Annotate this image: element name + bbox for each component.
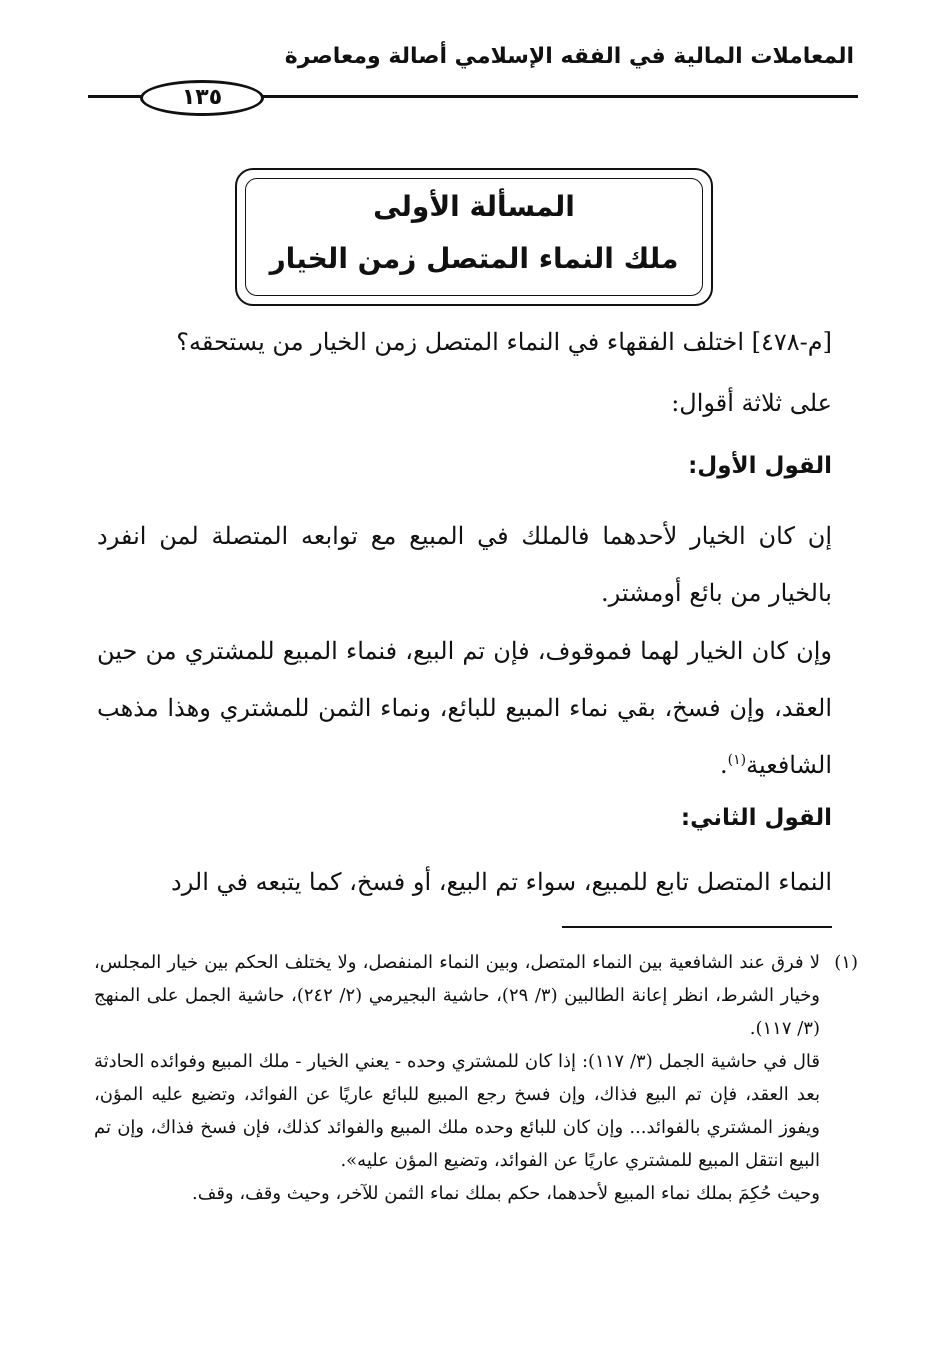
- footnote-1-text: لا فرق عند الشافعية بين النماء المتصل، وبين النماء المنفصل، ولا يختلف الحكم بين خيار المجلس، وخيار الشرط، انظر إعانة الطالبين (٣/ ٢٩)، حاشية البجيرمي (٢/ ٢٤٢)، حاشية الجمل على المنهج (٣/ ١١٧).: [94, 952, 821, 1039]
- body-paragraph-5: النماء المتصل تابع للمبيع، سواء تم البيع، أو فسخ، كما يتبعه في الرد: [171, 868, 832, 896]
- body-paragraph-2: على ثلاثة أقوال:: [671, 389, 832, 417]
- section-title-line-2: ملك النماء المتصل زمن الخيار: [269, 242, 679, 275]
- section-title-frame: [235, 168, 713, 306]
- body-paragraph-1: [م-٤٧٨] اختلف الفقهاء في النماء المتصل زمن الخيار من يستحقه؟: [176, 328, 832, 356]
- heading-second-opinion: القول الثاني:: [680, 805, 832, 831]
- body-paragraph-4-text: وإن كان الخيار لهما فموقوف، فإن تم البيع، فنماء المبيع للمشتري من حين العقد، وإن فسخ، بقي نماء المبيع للبائع، ونماء الثمن للمشتري وهذا مذهب الشافعية: [97, 637, 832, 779]
- body-paragraph-4: [97, 623, 832, 794]
- footnotes: [94, 946, 858, 1210]
- running-header-title: المعاملات المالية في الفقه الإسلامي أصالة ومعاصرة: [284, 44, 854, 69]
- footnote-1: [94, 946, 858, 1045]
- footnote-1-number: (١): [834, 952, 858, 973]
- footnote-separator: [562, 926, 832, 928]
- footnote-marker-1[interactable]: (١): [727, 752, 747, 768]
- header-rule-area: [88, 78, 858, 116]
- footnote-1-conclusion: وحيث حُكِمَ بملك نماء المبيع لأحدهما، حكم بملك نماء الثمن للآخر، وحيث وقف، وقف.: [191, 1183, 820, 1204]
- heading-first-opinion: القول الأول:: [688, 453, 832, 479]
- footnote-1-quote: قال في حاشية الجمل (٣/ ١١٧): إذا كان للمشتري وحده - يعني الخيار - ملك المبيع وفوائده الحادثة بعد العقد، فإن تم البيع فذاك، وإن فسخ رجع المبيع للبائع عاريًا عن الفوائد، وتضيع عليه المؤن، ويفوز المشتري بالفوائد... وإن كان للبائع وحده ملك المبيع والفوائد كذلك، فإن فسخ فذاك، وإن تم البيع انتقل المبيع للمشتري عاريًا عن الفوائد، وتضيع المؤن عليه».: [94, 1051, 820, 1171]
- body-paragraph-4-end: .: [720, 751, 728, 779]
- body-paragraph-3: إن كان الخيار لأحدهما فالملك في المبيع مع توابعه المتصلة لمن انفرد بالخيار من بائع أومشتر.: [97, 522, 832, 607]
- section-title-line-1: المسألة الأولى: [373, 190, 575, 223]
- page-number: ١٣٥: [181, 85, 223, 110]
- page-number-oval: [140, 80, 264, 116]
